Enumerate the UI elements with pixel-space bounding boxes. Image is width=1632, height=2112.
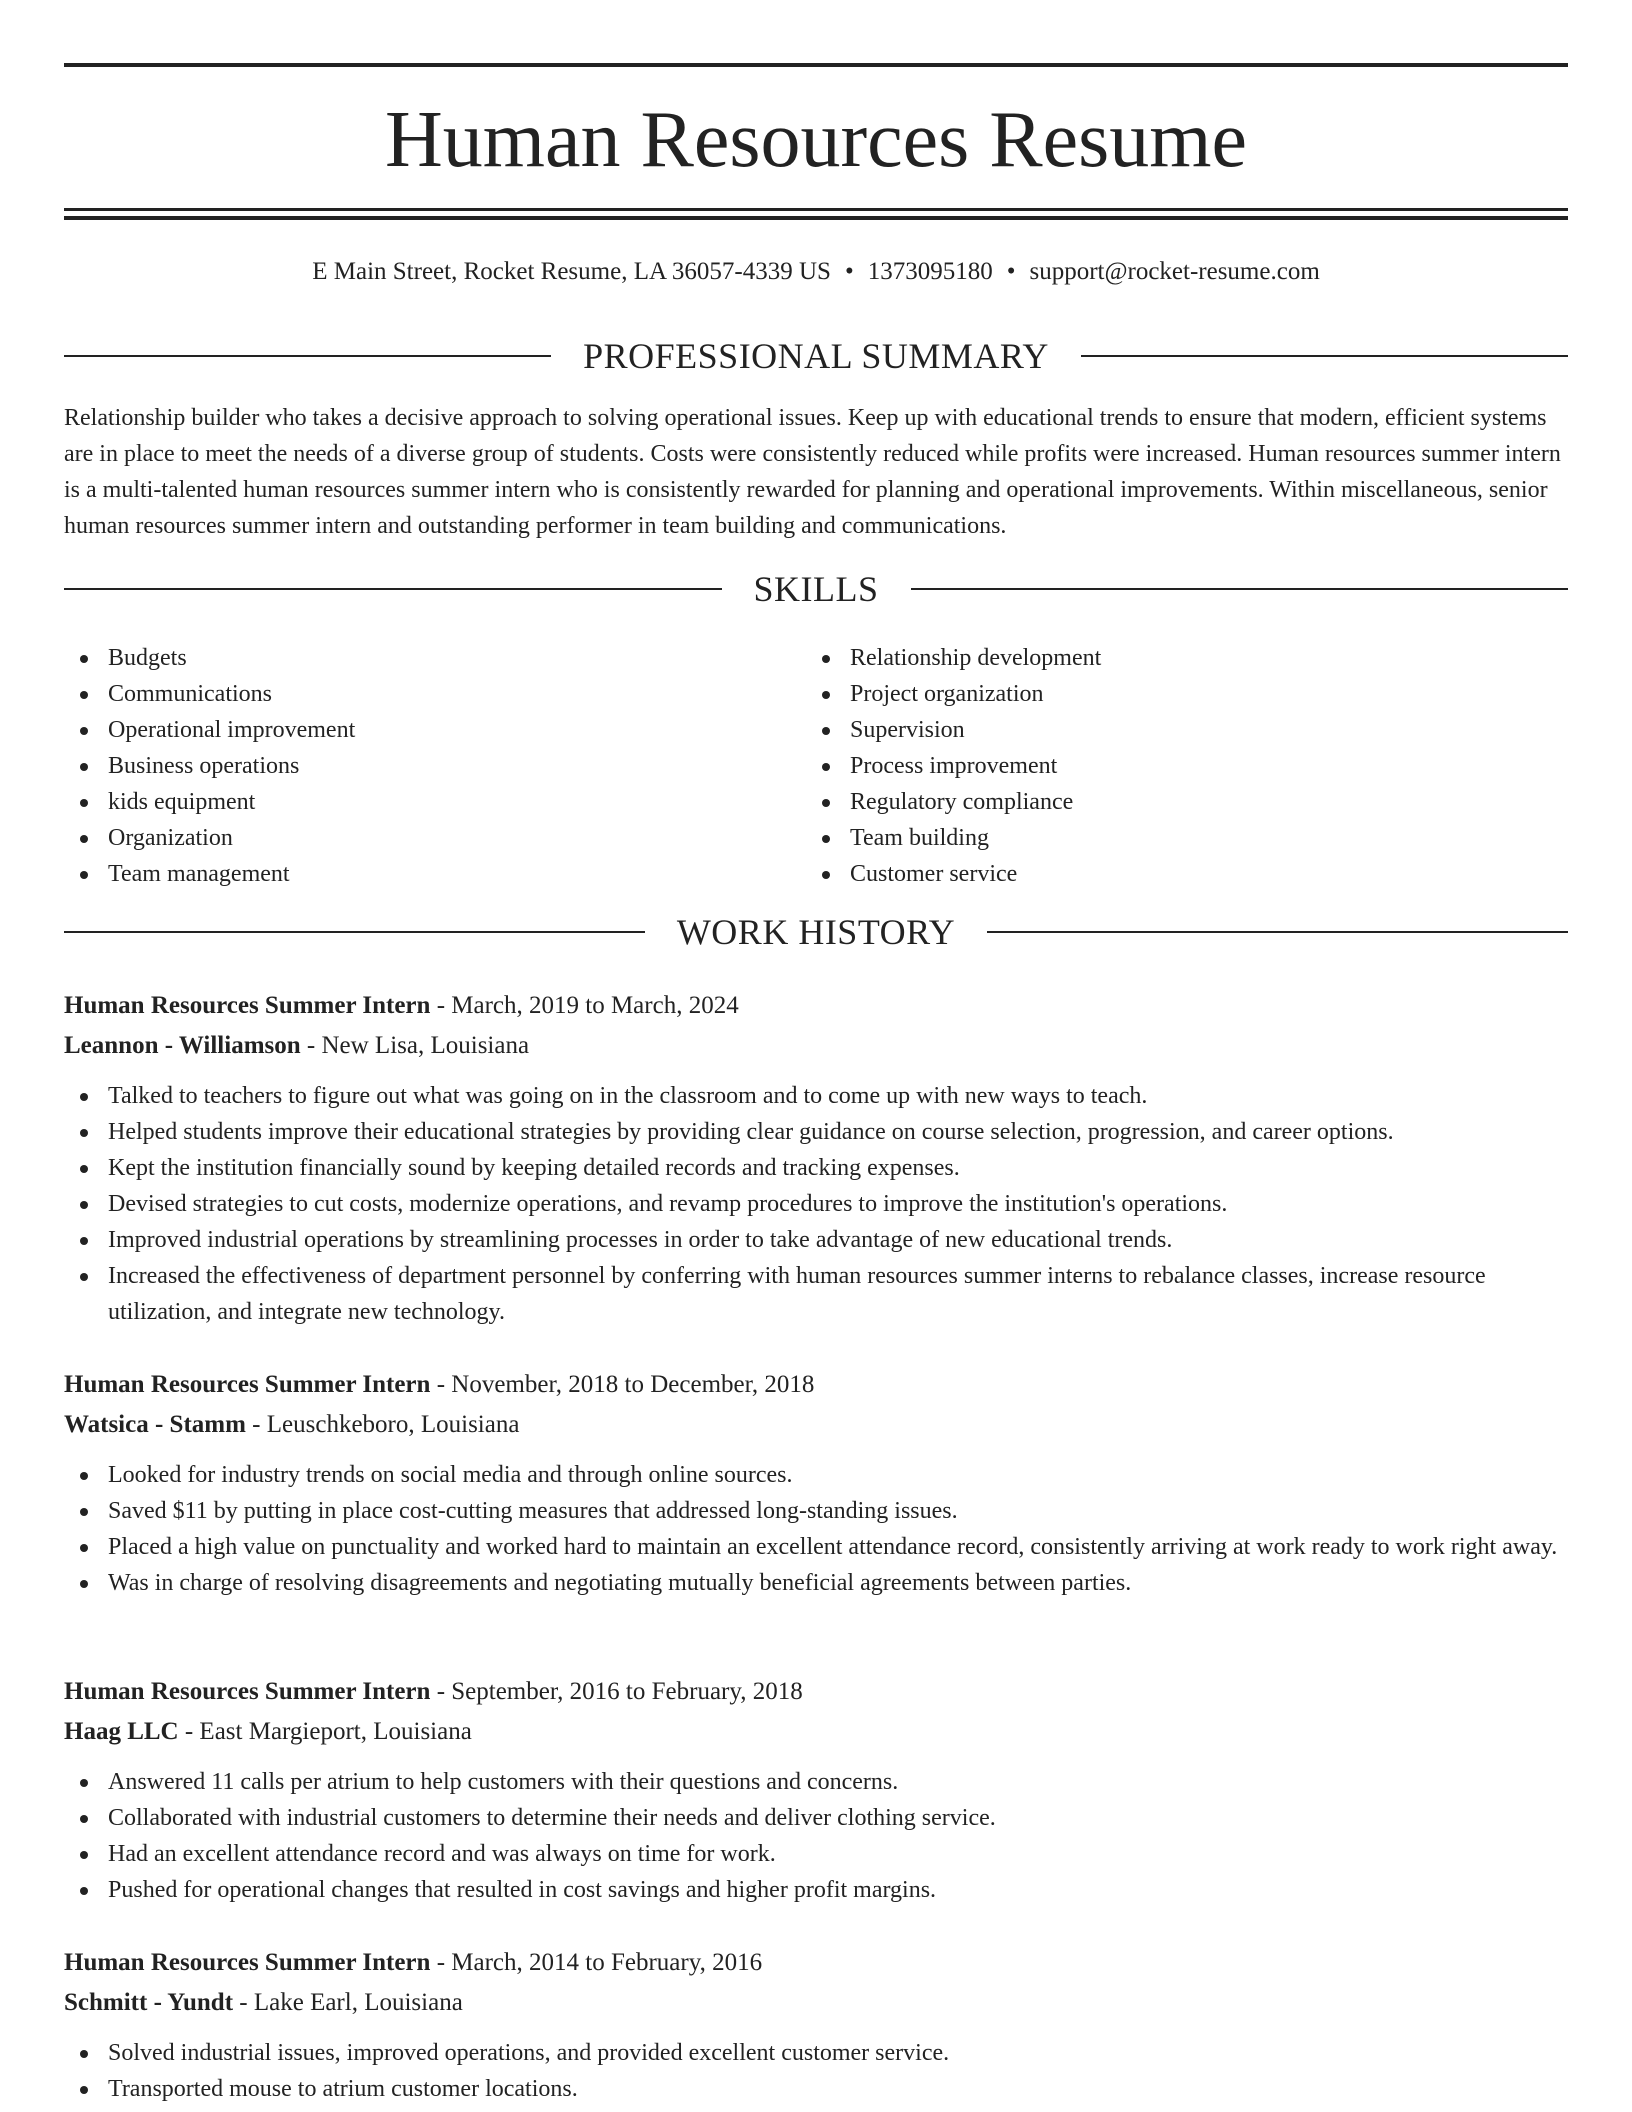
skill-item: Budgets xyxy=(64,640,806,676)
job-dates: - November, 2018 to December, 2018 xyxy=(430,1371,815,1398)
top-rule xyxy=(64,63,1568,67)
job-bullet: Had an excellent attendance record and was always on time for work. xyxy=(64,1836,1568,1872)
job-bullet: Was in charge of resolving disagreements and negotiating mutually beneficial agreements between parties. xyxy=(64,1565,1568,1601)
title-rule-lower xyxy=(64,216,1568,220)
job-bullet: Answered 11 calls per atrium to help customers with their questions and concerns. xyxy=(64,1764,1568,1800)
skill-item: Operational improvement xyxy=(64,712,806,748)
job-bullet: Pushed for operational changes that resulted in cost savings and higher profit margins. xyxy=(64,1872,1568,1908)
job-bullet: Helped students improve their educational strategies by providing clear guidance on course selection, progression, and career options. xyxy=(64,1114,1568,1150)
skill-item: Organization xyxy=(64,820,806,856)
contact-separator: • xyxy=(1006,258,1016,285)
skill-item: Regulatory compliance xyxy=(806,784,1548,820)
skills-list xyxy=(64,640,1568,892)
job-location: - Lake Earl, Louisiana xyxy=(233,1989,463,2016)
skills-heading-label: SKILLS xyxy=(753,569,879,609)
work-history-heading-label: WORK HISTORY xyxy=(676,912,956,952)
job-company: Haag LLC xyxy=(64,1718,179,1745)
contact-address: E Main Street, Rocket Resume, LA 36057-4339 US xyxy=(312,258,831,285)
skill-item: Project organization xyxy=(806,676,1548,712)
heading-rule-left xyxy=(64,355,551,357)
heading-rule-left xyxy=(64,588,722,590)
job-dates: - March, 2014 to February, 2016 xyxy=(430,1949,763,1976)
job-role-line xyxy=(64,1943,1568,1983)
job-bullet: Devised strategies to cut costs, modernize operations, and revamp procedures to improve the institution's operations. xyxy=(64,1186,1568,1222)
heading-rule-left xyxy=(64,931,645,933)
job-bullet: Kept the institution financially sound by keeping detailed records and tracking expenses. xyxy=(64,1150,1568,1186)
skill-item: Process improvement xyxy=(806,748,1548,784)
job-bullets xyxy=(64,1764,1568,1908)
contact-line xyxy=(64,254,1568,290)
job-role-line xyxy=(64,1672,1568,1712)
skills-heading xyxy=(64,567,1568,611)
job-role: Human Resources Summer Intern xyxy=(64,1949,431,1976)
job-bullet: Solved industrial issues, improved operations, and provided excellent customer service. xyxy=(64,2035,1568,2071)
job-bullets xyxy=(64,2035,1568,2107)
job-company-line xyxy=(64,1405,1568,1445)
job-company-line xyxy=(64,1712,1568,1752)
skill-item: Customer service xyxy=(806,856,1548,892)
skill-item: Supervision xyxy=(806,712,1548,748)
job-role: Human Resources Summer Intern xyxy=(64,992,431,1019)
job-role: Human Resources Summer Intern xyxy=(64,1371,431,1398)
job-entry xyxy=(64,1672,1568,1908)
heading-rule-right xyxy=(911,588,1569,590)
skill-item: Team building xyxy=(806,820,1548,856)
job-bullet: Placed a high value on punctuality and worked hard to maintain an excellent attendance record, consistently arriving at work ready to work right away. xyxy=(64,1529,1568,1565)
skill-item: Team management xyxy=(64,856,806,892)
work-history-heading xyxy=(64,910,1568,954)
job-company: Leannon - Williamson xyxy=(64,1032,301,1059)
skills-column-left xyxy=(64,640,806,892)
job-entry xyxy=(64,986,1568,1330)
summary-heading xyxy=(64,334,1568,378)
contact-separator: • xyxy=(844,258,854,285)
job-company-line xyxy=(64,1983,1568,2023)
job-bullet: Saved $11 by putting in place cost-cutting measures that addressed long-standing issues. xyxy=(64,1493,1568,1529)
job-location: - Leuschkeboro, Louisiana xyxy=(245,1411,520,1438)
job-bullet: Improved industrial operations by streamlining processes in order to take advantage of new educational trends. xyxy=(64,1222,1568,1258)
job-bullet: Looked for industry trends on social media and through online sources. xyxy=(64,1457,1568,1493)
contact-phone: 1373095180 xyxy=(867,258,993,285)
job-company: Watsica - Stamm xyxy=(64,1411,246,1438)
summary-text: Relationship builder who takes a decisive approach to solving operational issues. Keep up with educational trends to ensure that modern, efficient systems are in place to meet the needs of a diverse group of students. Costs were consistently reduced while profits were increased. Human resources summer intern is a multi-talented human resources summer intern who is consistently rewarded for planning and operational improvements. Within miscellaneous, senior human resources summer intern and outstanding performer in team building and communications. xyxy=(64,405,1561,539)
job-company: Schmitt - Yundt xyxy=(64,1989,234,2016)
skills-column-right xyxy=(806,640,1548,892)
job-location: - East Margieport, Louisiana xyxy=(178,1718,472,1745)
skill-item: Relationship development xyxy=(806,640,1548,676)
job-role-line xyxy=(64,1365,1568,1405)
job-bullet: Increased the effectiveness of department personnel by conferring with human resources summer interns to rebalance classes, increase resource utilization, and integrate new technology. xyxy=(64,1258,1568,1330)
job-role: Human Resources Summer Intern xyxy=(64,1678,431,1705)
job-entry xyxy=(64,1943,1568,2107)
page-title: Human Resources Resume xyxy=(384,96,1248,184)
job-dates: - September, 2016 to February, 2018 xyxy=(430,1678,803,1705)
heading-rule-right xyxy=(1081,355,1568,357)
job-role-line xyxy=(64,986,1568,1026)
skill-item: Communications xyxy=(64,676,806,712)
summary-heading-label: PROFESSIONAL SUMMARY xyxy=(583,336,1049,376)
job-bullets xyxy=(64,1457,1568,1601)
job-location: - New Lisa, Louisiana xyxy=(300,1032,530,1059)
job-bullet: Transported mouse to atrium customer locations. xyxy=(64,2071,1568,2107)
skill-item: kids equipment xyxy=(64,784,806,820)
title-rule-upper xyxy=(64,208,1568,211)
job-dates: - March, 2019 to March, 2024 xyxy=(430,992,739,1019)
skill-item: Business operations xyxy=(64,748,806,784)
job-bullets xyxy=(64,1078,1568,1330)
job-bullet: Collaborated with industrial customers to determine their needs and deliver clothing service. xyxy=(64,1800,1568,1836)
contact-email: support@rocket-resume.com xyxy=(1029,258,1320,285)
job-bullet: Talked to teachers to figure out what was going on in the classroom and to come up with new ways to teach. xyxy=(64,1078,1568,1114)
job-entry xyxy=(64,1365,1568,1601)
heading-rule-right xyxy=(987,931,1568,933)
job-company-line xyxy=(64,1026,1568,1066)
